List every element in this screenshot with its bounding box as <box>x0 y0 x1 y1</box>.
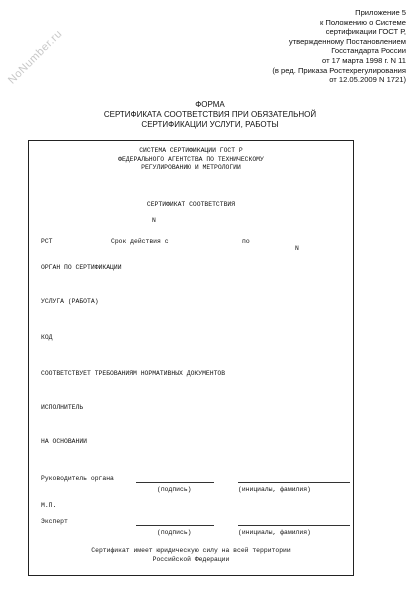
appendix-line: утвержденному Постановлением <box>288 36 406 46</box>
appendix-line: Приложение 5 <box>355 8 406 17</box>
rst-label: РСТ <box>41 238 53 245</box>
certificate-number-mark: N <box>152 217 156 224</box>
system-title-line: СИСТЕМА СЕРТИФИКАЦИИ ГОСТ Р <box>139 147 243 154</box>
watermark-text: NoNumber.ru <box>6 27 65 87</box>
service-label: УСЛУГА (РАБОТА) <box>41 298 99 305</box>
head-of-body-label: Руководитель органа <box>41 475 114 482</box>
certificate-title: СЕРТИФИКАТ СООТВЕТСТВИЯ <box>146 201 236 208</box>
appendix-reference <box>186 8 406 85</box>
number-mark-right: N <box>295 245 299 252</box>
expert-signature-caption: (подпись) <box>157 529 192 536</box>
basis-label: НА ОСНОВАНИИ <box>41 438 88 445</box>
expert-label: Эксперт <box>41 518 68 525</box>
appendix-line: к Положению о Системе <box>319 17 406 27</box>
appendix-line: от 17 марта 1998 г. N 11 <box>322 55 406 65</box>
appendix-line: Госстандарта России <box>331 46 406 56</box>
complies-label: СООТВЕТСТВУЕТ ТРЕБОВАНИЯМ НОРМАТИВНЫХ ДОКУМЕНТОВ <box>41 370 226 377</box>
code-label: КОД <box>41 334 53 341</box>
expert-signature-line <box>136 525 214 526</box>
head-initials-caption: (инициалы, фамилия) <box>238 486 311 493</box>
appendix-line: сертификации ГОСТ Р, <box>325 27 406 37</box>
system-title-line: ФЕДЕРАЛЬНОГО АГЕНТСТВА ПО ТЕХНИЧЕСКОМУ <box>118 155 264 163</box>
validity-to-label: по <box>242 238 250 245</box>
system-title-line: РЕГУЛИРОВАНИЮ И МЕТРОЛОГИИ <box>141 164 241 172</box>
appendix-line: от 12.05.2009 N 1721) <box>329 75 406 85</box>
form-title-line: СЕРТИФИКАТА СООТВЕТСТВИЯ ПРИ ОБЯЗАТЕЛЬНОЙ <box>103 110 317 119</box>
expert-initials-line <box>238 525 350 526</box>
expert-initials-caption: (инициалы, фамилия) <box>238 529 311 536</box>
head-signature-line <box>136 482 214 483</box>
validity-label: Срок действия с <box>111 238 169 245</box>
footer-line: Российской Федерации <box>152 556 230 563</box>
head-initials-line <box>238 482 350 483</box>
certificate-frame <box>28 140 354 576</box>
stamp-label: М.П. <box>41 502 57 509</box>
executor-label: ИСПОЛНИТЕЛЬ <box>41 404 84 411</box>
system-title <box>29 147 353 173</box>
form-title <box>20 100 400 130</box>
certificate-footer <box>29 546 353 564</box>
appendix-line: (в ред. Приказа Ростехрегулирования <box>272 65 406 75</box>
head-signature-caption: (подпись) <box>157 486 192 493</box>
form-title-line: ФОРМА <box>195 100 225 109</box>
organ-label: ОРГАН ПО СЕРТИФИКАЦИИ <box>41 264 122 271</box>
form-title-line: СЕРТИФИКАЦИИ УСЛУГИ, РАБОТЫ <box>141 120 279 129</box>
footer-line: Сертификат имеет юридическую силу на всей территории <box>91 547 291 554</box>
